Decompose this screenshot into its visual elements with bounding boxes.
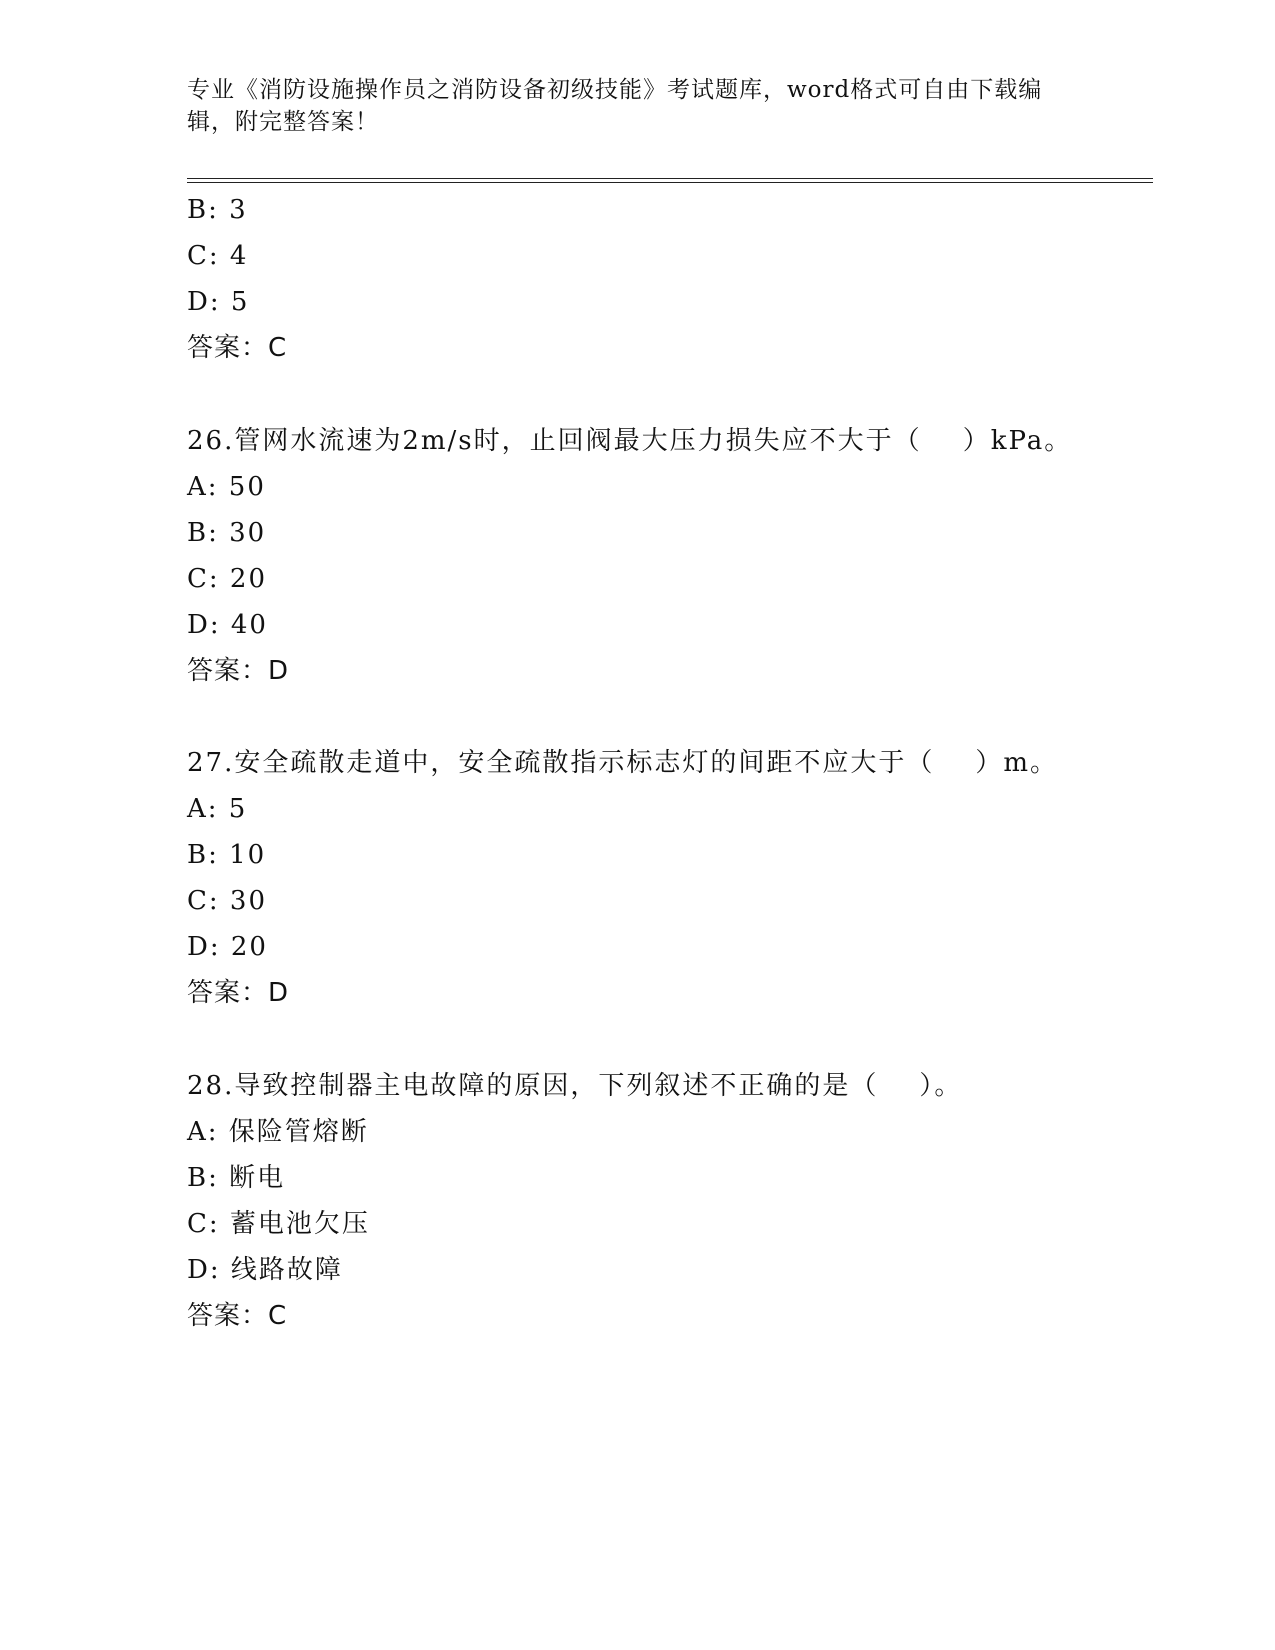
answer-line: 答案：C: [187, 1301, 288, 1331]
option-d: D: 线路故障: [187, 1255, 343, 1285]
question-stem-27: 27.安全疏散走道中，安全疏散指示标志灯的间距不应大于（ ）m。: [187, 748, 1059, 778]
option-a: A: 50: [187, 472, 266, 502]
option-a: A: 5: [187, 794, 248, 824]
option-c: C: 蓄电池欠压: [187, 1209, 370, 1239]
option-b: B: 30: [187, 518, 267, 548]
option-d: D: 5: [187, 287, 250, 317]
option-a: A: 保险管熔断: [187, 1117, 369, 1147]
option-d: D: 20: [187, 932, 268, 962]
header-line-2: 辑，附完整答案！: [187, 109, 379, 135]
option-d: D: 40: [187, 610, 268, 640]
option-b: B: 10: [187, 840, 267, 870]
document-header: [187, 74, 1087, 138]
option-c: C: 30: [187, 886, 268, 916]
header-line-1: 专业《消防设施操作员之消防设备初级技能》考试题库，word格式可自由下载编: [187, 77, 1043, 103]
question-stem-26: 26.管网水流速为2m/s时，止回阀最大压力损失应不大于（ ）kPa。: [187, 426, 1073, 456]
answer-line: 答案：C: [187, 333, 288, 363]
option-c: C: 4: [187, 241, 249, 271]
option-c: C: 20: [187, 564, 268, 594]
option-b: B: 3: [187, 195, 248, 225]
answer-line: 答案：D: [187, 656, 290, 686]
header-divider-bottom: [187, 182, 1153, 183]
option-b: B: 断电: [187, 1163, 286, 1193]
question-stem-28: 28.导致控制器主电故障的原因，下列叙述不正确的是（ ）。: [187, 1071, 963, 1101]
header-divider-top: [187, 178, 1153, 179]
answer-line: 答案：D: [187, 978, 290, 1008]
